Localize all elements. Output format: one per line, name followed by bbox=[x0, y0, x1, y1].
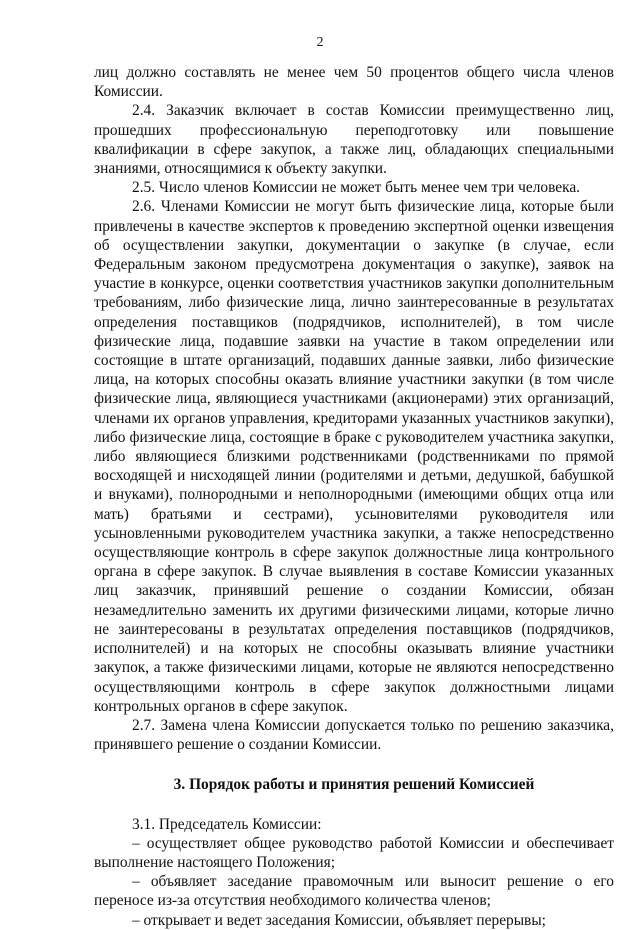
paragraph-2-5: 2.5. Число членов Комиссии не может быть менее чем три человека. bbox=[132, 179, 580, 197]
list-item: – осуществляет общее руководство работой Комиссии и обеспечивает выполнение настоящего Положения; bbox=[94, 834, 614, 871]
paragraph-2-4: 2.4. Заказчик включает в состав Комиссии преимущественно лиц, прошедших профессиональную переподготовку или повышение квалификации в сфере закупок, а также лиц, обладающих специальными знаниями, относящимися к объекту закупки. bbox=[94, 102, 614, 178]
section-heading: 3. Порядок работы и принятия решений Комиссией bbox=[173, 776, 535, 794]
paragraph-continuation: лиц должно составлять не менее чем 50 процентов общего числа членов Комиссии. bbox=[94, 64, 614, 101]
document-body bbox=[94, 63, 614, 930]
page-number: 2 bbox=[316, 35, 324, 50]
paragraph-2-6: 2.6. Членами Комиссии не могут быть физические лица, которые были привлечены в качестве экспертов к проведению экспертной оценки извещения об осуществлении закупки, документации о закупке (в случае, если Федеральным законом предусмотрена документация о закупке), заявок на участие в конкурсе, оценки соответствия участников закупки дополнительным требованиям, либо физические лица, лично заинтересованные в результатах определения поставщиков (подрядчиков, исполнителей), в том числе физические лица, подавшие заявки на участие в таком определении или состоящие в штате организаций, подавших данные заявки, либо физические лица, на которых способны оказать влияние участники закупки (в том числе физические лица, являющиеся участниками (акционерами) этих организаций, членами их органов управления, кредиторами указанных участников закупки), либо физические лица, состоящие в браке с руководителем участника закупки, либо являющиеся близкими родственниками (родственниками по прямой восходящей и нисходящей линии (родителями и детьми, дедушкой, бабушкой и внуками), полнородными и неполнородными (имеющими общих отца или мать) братьями и сестрами), усыновителями руководителя или усыновленными руководителем участника закупки, а также непосредственно осуществляющие контроль в сфере закупок должностные лица контрольного органа в сфере закупок. В случае выявления в составе Комиссии указанных лиц заказчик, принявший решение о создании Комиссии, обязан незамедлительно заменить их другими физическими лицами, которые лично не заинтересованы в результатах определения поставщиков (подрядчиков, исполнителей) и на которых не способны оказывать влияние участники закупок, а также физическими лицами, которые не являются непосредственно осуществляющими контроль в сфере закупок должностными лицами контрольных органов в сфере закупок. bbox=[94, 198, 614, 715]
list-item: – объявляет заседание правомочным или выносит решение о его переносе из-за отсутствия необходимого количества членов; bbox=[94, 873, 614, 910]
paragraph-3-1: 3.1. Председатель Комиссии: bbox=[132, 815, 322, 833]
list-item: – открывает и ведет заседания Комиссии, объявляет перерывы; bbox=[132, 911, 546, 929]
paragraph-2-7: 2.7. Замена члена Комиссии допускается только по решению заказчика, принявшего решение о создании Комиссии. bbox=[94, 716, 614, 754]
